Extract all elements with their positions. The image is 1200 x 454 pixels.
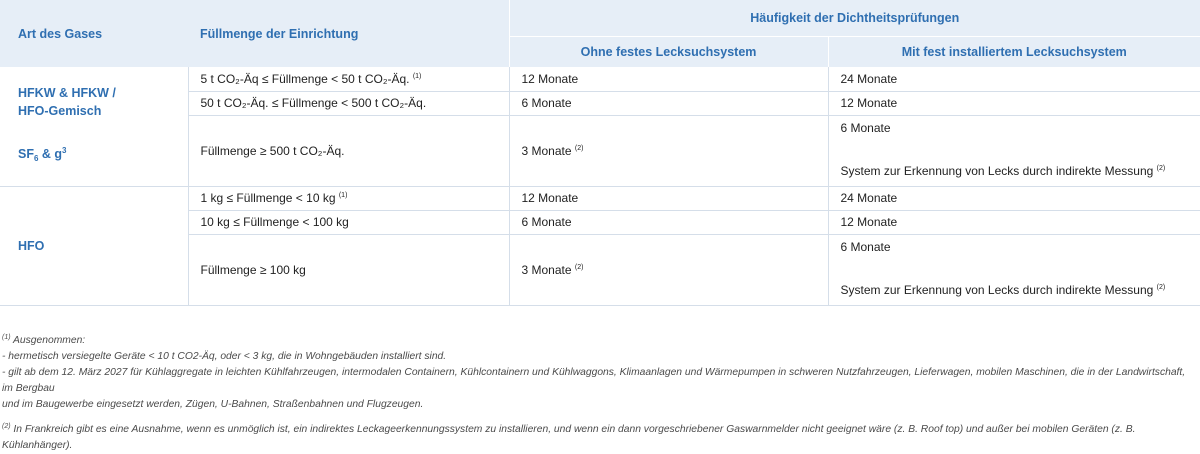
header-gas-type: Art des Gases (0, 0, 188, 67)
interval-without-system: 12 Monate (509, 186, 828, 210)
interval-without-system: 3 Monate $^{(2)}$ (509, 234, 828, 305)
interval-without-system: 12 Monate (509, 67, 828, 91)
header-without-system: Ohne festes Lecksuchsystem (509, 37, 828, 68)
footnote-ref: (1) (338, 192, 348, 199)
header-fill-amount: Füllmenge der Einrichtung (188, 0, 509, 67)
gas-group-hfkw (0, 67, 188, 186)
footnote-1-item: - hermetisch versiegelte Geräte < 10 t CO2-Äq, oder < 3 kg, die in Wohngebäuden installiert sind. (2, 351, 447, 362)
interval-with-system: 24 Monate (828, 186, 1200, 210)
interval-without-system: 6 Monate (509, 91, 828, 115)
interval-with-system: 24 Monate (828, 67, 1200, 91)
interval-with-system: 6 Monate System zur Erkennung von Lecks durch indirekte Messung $^{(2)}$ (828, 115, 1200, 186)
interval-with-system: 6 Monate System zur Erkennung von Lecks durch indirekte Messung $^{(2)}$ (828, 234, 1200, 305)
footnote-2: $^{(2)}$ In Frankreich gibt es eine Ausnahme, wenn es unmöglich ist, ein indirektes Leckageerkennungssystem zu installieren, und wenn ein dann vorgeschriebener Gaswarnmelder nicht geeignet wäre (z. B. Roof top) und außer bei mobilen Geräten (z. B. Kühlanhänger). (2, 423, 1136, 451)
fill-amount-cell: 10 kg ≤ Füllmenge < 100 kg (188, 210, 509, 234)
footnote-1-title: $^{(1)}$ Ausgenommen: (2, 334, 86, 346)
indirect-measurement-note: System zur Erkennung von Lecks durch indirekte Messung $^{(2)}$ (840, 282, 1166, 297)
header-with-system: Mit fest installiertem Lecksuchsystem (828, 37, 1200, 68)
gas-group-label: HFO-Gemisch (18, 104, 102, 119)
interval-without-system: 3 Monate $^{(2)}$ (509, 115, 828, 186)
footnote-ref: (2) (1156, 283, 1166, 291)
footnote-ref: (2) (574, 263, 584, 271)
footnote-1-item: - gilt ab dem 12. März 2027 für Kühlaggregate in leichten Kühlfahrzeugen, intermodalen Containern, Kühlcontainern und Kühlwaggons, Klimaanlagen und Wärmepumpen in schweren Nutzfahrzeugen, Lieferwagen, mobilen Maschinen, die in der Landwirtschaft, im Bergbau (2, 367, 1186, 394)
footnotes (2, 330, 1198, 454)
indirect-measurement-note: System zur Erkennung von Lecks durch indirekte Messung $^{(2)}$ (840, 163, 1166, 178)
fill-amount-cell: 50 t CO₂-Äq. ≤ Füllmenge < 500 t CO₂-Äq. (188, 91, 509, 115)
header-frequency: Häufigkeit der Dichtheitsprüfungen (509, 0, 1200, 37)
interval-with-system: 12 Monate (828, 210, 1200, 234)
fill-amount-cell: Füllmenge ≥ 100 kg (188, 234, 509, 305)
footnote-ref: (2) (1156, 164, 1166, 172)
gas-group-sf6-label: $SF_6$ & $g^3$ (18, 146, 67, 164)
footnote-1-item-cont: und im Baugewerbe eingesetzt werden, Zügen, U-Bahnen, Straßenbahnen und Flugzeugen. (2, 399, 424, 410)
gas-group-hfo: HFO (0, 186, 188, 305)
footnote-ref: (1) (412, 72, 422, 80)
gas-group-label: HFKW & HFKW / (18, 86, 116, 101)
interval-without-system: 6 Monate (509, 210, 828, 234)
table-row (0, 186, 1200, 210)
interval-with-system: 12 Monate (828, 91, 1200, 115)
fill-amount-cell: 5 t CO₂-Äq ≤ Füllmenge < 50 t CO₂-Äq. $^{(1)}$ (188, 67, 509, 91)
fill-amount-cell: Füllmenge ≥ 500 t CO₂-Äq. (188, 115, 509, 186)
footnote-ref: (2) (574, 144, 584, 152)
fill-amount-cell: 1 kg ≤ Füllmenge < 10 kg $^{(1)}$ (188, 186, 509, 210)
table-row (0, 67, 1200, 91)
